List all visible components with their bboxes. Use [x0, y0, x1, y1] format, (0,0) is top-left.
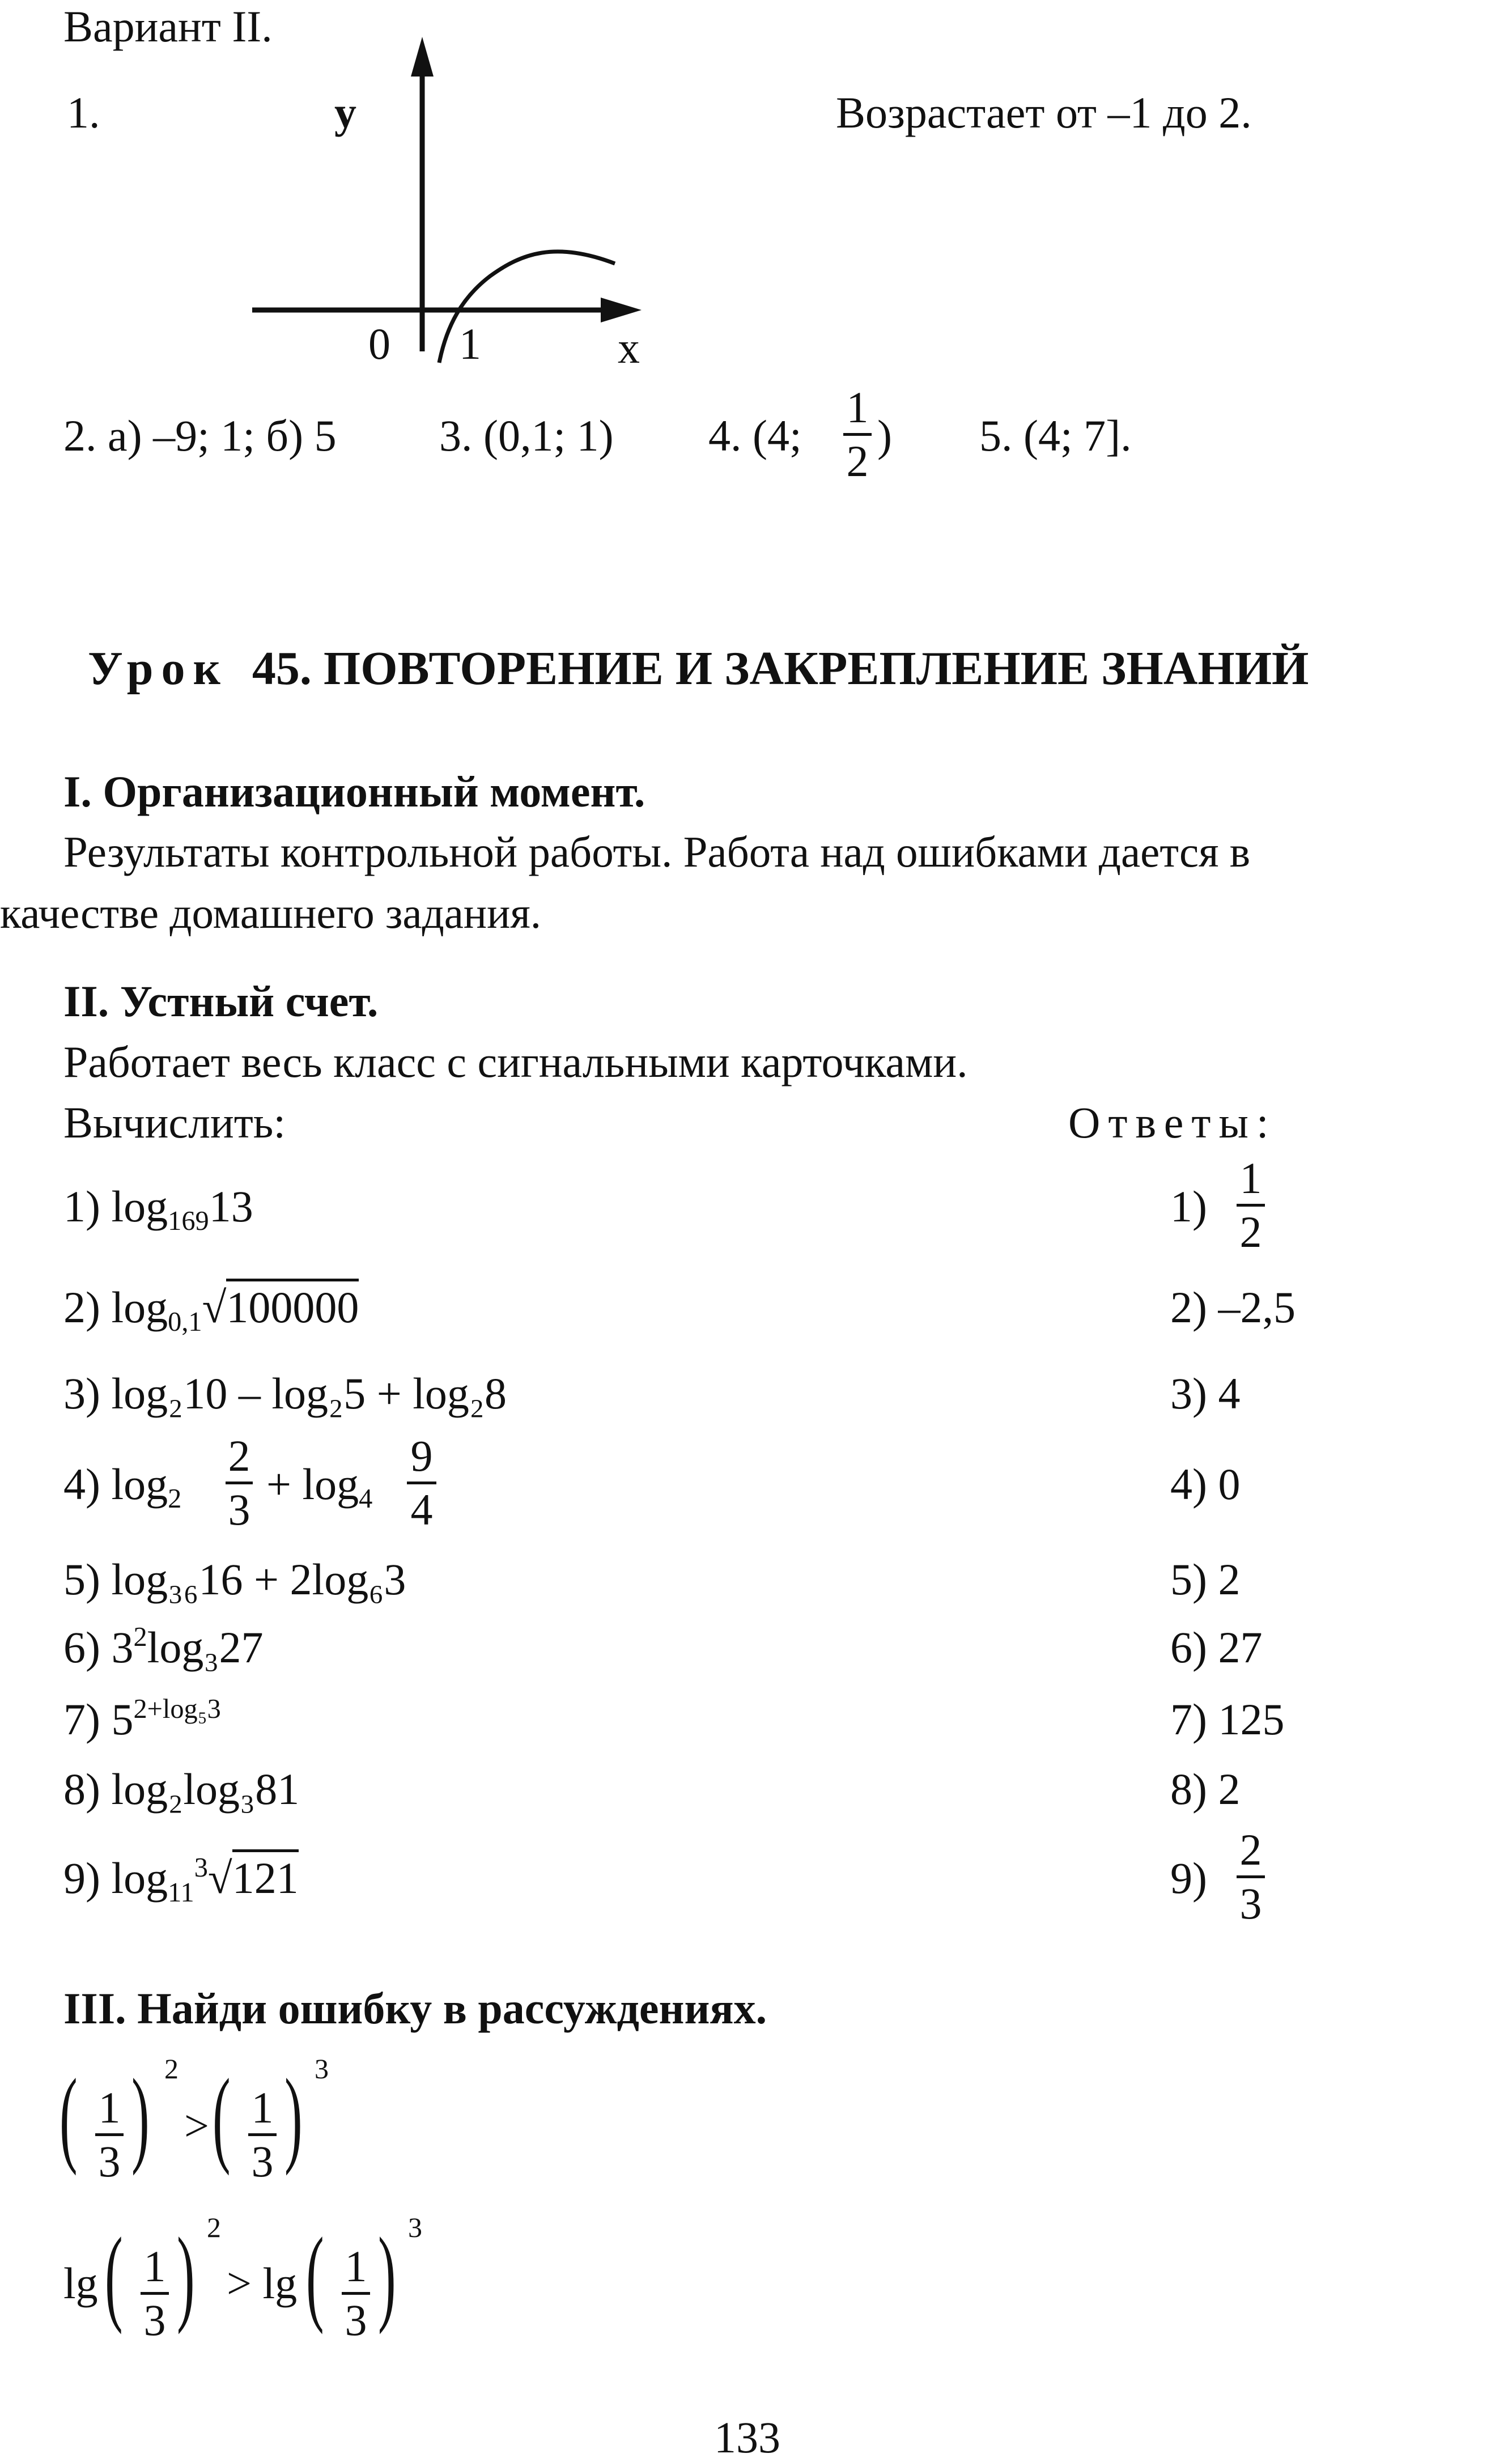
section-1-line-1: Результаты контрольной работы. Работа над ошибками дается в	[63, 827, 1251, 876]
task-9-radicand: 121	[232, 1849, 299, 1903]
item1-number: 1.	[67, 88, 100, 137]
fraction-denominator: 3	[1239, 1879, 1262, 1928]
answer-6: 6) 27	[1170, 1623, 1263, 1672]
task-9	[63, 1852, 299, 1908]
answer-3: 3. (0,1; 1)	[439, 411, 614, 460]
paren-left: (	[60, 2057, 78, 2176]
lesson-heading	[88, 642, 1309, 695]
task-1-base: 169	[168, 1206, 209, 1237]
lesson-prefix: Урок	[88, 642, 228, 695]
sqrt-sign: √	[202, 1283, 227, 1332]
task-1-log: 1) log	[63, 1182, 168, 1231]
fraction-numerator: 1	[846, 383, 869, 432]
fraction-bar	[1237, 1875, 1265, 1878]
fraction-numerator: 9	[410, 1431, 433, 1480]
fraction-bar	[407, 1482, 436, 1484]
answer-2: 2) –2,5	[1170, 1283, 1296, 1332]
task-4-fraction-1	[226, 1431, 253, 1534]
task-9-log: 9) log	[63, 1853, 168, 1903]
origin-label: 0	[368, 319, 390, 368]
fraction-numerator: 1	[98, 2083, 121, 2132]
task-7	[63, 1693, 221, 1744]
ineq-1-fraction-1	[95, 2083, 124, 2186]
answer-9-prefix: 9)	[1170, 1853, 1207, 1903]
task-7-base: 7) 5	[63, 1695, 134, 1744]
paren-right: )	[378, 2216, 396, 2335]
variant-title: Вариант II.	[63, 2, 273, 51]
section-1-line-2: качестве домашнего задания.	[0, 889, 542, 937]
task-1	[63, 1182, 253, 1237]
fraction-bar	[141, 2292, 169, 2295]
paren-right: )	[177, 2216, 195, 2335]
fraction-bar	[843, 433, 872, 436]
ineq-1-relation: >	[184, 2101, 209, 2150]
paren-left: (	[306, 2216, 324, 2335]
answer-8: 8) 2	[1170, 1764, 1241, 1814]
fraction-denominator: 4	[410, 1485, 433, 1534]
answer-2: 2. а) –9; 1; б) 5	[63, 411, 337, 460]
answer-3: 3) 4	[1170, 1369, 1241, 1418]
ineq-2-lg: lg	[63, 2259, 98, 2308]
ineq-2-fraction-1	[141, 2242, 169, 2345]
task-5: 5) log₃₆16 + 2log₆3	[63, 1555, 406, 1604]
task-8: 8) log₂log₃81	[63, 1764, 300, 1814]
answer-9-fraction	[1237, 1825, 1265, 1928]
task-4-base-2: 4	[359, 1484, 373, 1514]
section-2-line-1: Работает весь класс с сигнальными карточками.	[63, 1037, 968, 1086]
fraction-numerator: 1	[143, 2242, 166, 2291]
task-2-base: 0,1	[168, 1307, 202, 1338]
ineq-2-fraction-2	[342, 2242, 370, 2345]
fraction-numerator: 1	[1239, 1153, 1262, 1203]
fraction-numerator: 2	[1239, 1825, 1262, 1874]
ineq-2-relation: > lg	[227, 2259, 298, 2308]
task-6-log: log₃27	[147, 1623, 264, 1672]
ineq-1-power-1: 2	[164, 2053, 179, 2085]
task-3: 3) log₂10 – log₂5 + log₂8	[63, 1369, 507, 1418]
task-2-log: 2) log	[63, 1283, 168, 1332]
task-2	[63, 1283, 359, 1338]
answers-label: Ответы:	[1068, 1098, 1277, 1147]
cube-root-sign: √	[207, 1853, 232, 1903]
answer-4-suffix: )	[877, 411, 892, 460]
compute-label: Вычислить:	[63, 1098, 286, 1147]
task-4-plus-log	[266, 1459, 373, 1514]
answer-1-fraction	[1237, 1153, 1265, 1257]
answer-4: 4) 0	[1170, 1459, 1241, 1509]
task-4-plus-log-text: + log	[266, 1459, 359, 1509]
lesson-title: 45. ПОВТОРЕНИЕ И ЗАКРЕПЛЕНИЕ ЗНАНИЙ	[252, 642, 1309, 695]
section-1-heading: I. Организационный момент.	[63, 767, 645, 816]
fraction-denominator: 2	[846, 436, 869, 486]
x-axis-arrow	[601, 298, 642, 322]
page-number: 133	[714, 2413, 780, 2462]
task-4-base-1: 2	[168, 1484, 182, 1514]
answer-4-fraction	[843, 383, 872, 486]
task-4-log-text: 4) log	[63, 1459, 168, 1509]
answer-5: 5) 2	[1170, 1555, 1241, 1604]
fraction-denominator: 3	[345, 2295, 367, 2345]
x-one-label: 1	[459, 319, 481, 368]
function-graph	[238, 31, 657, 383]
fraction-bar	[226, 1482, 253, 1484]
fraction-denominator: 3	[228, 1485, 250, 1534]
task-4-fraction-2	[407, 1431, 436, 1534]
paren-right: )	[284, 2057, 303, 2176]
section-2-heading: II. Устный счет.	[63, 977, 379, 1026]
fraction-bar	[248, 2133, 277, 2136]
fraction-numerator: 1	[251, 2083, 274, 2132]
paren-right: )	[131, 2057, 150, 2176]
fraction-bar	[95, 2133, 124, 2136]
task-1-arg: 13	[209, 1182, 253, 1231]
task-9-base: 11	[168, 1878, 194, 1908]
y-axis-label: y	[334, 88, 356, 137]
fraction-numerator: 1	[345, 2242, 367, 2291]
item1-answer: Возрастает от –1 до 2.	[836, 88, 1252, 137]
task-7-exponent: 2+log₅3	[133, 1693, 221, 1724]
paren-left: (	[213, 2057, 231, 2176]
answer-7: 7) 125	[1170, 1695, 1285, 1744]
ineq-1-power-2: 3	[315, 2053, 329, 2085]
task-6-exponent: 2	[133, 1621, 147, 1652]
task-6-base: 6) 3	[63, 1623, 134, 1672]
fraction-denominator: 3	[143, 2295, 166, 2345]
cube-root-index: 3	[194, 1852, 208, 1883]
answer-4-prefix: 4. (4;	[708, 411, 802, 460]
task-4-log	[63, 1459, 182, 1514]
section-3-heading: III. Найди ошибку в рассуждениях.	[63, 1984, 767, 2033]
x-axis-label: x	[618, 323, 640, 372]
paren-left: (	[105, 2216, 123, 2335]
task-2-radicand: 100000	[226, 1279, 359, 1332]
y-axis-arrow	[411, 37, 434, 77]
fraction-bar	[1237, 1204, 1265, 1207]
fraction-numerator: 2	[228, 1431, 250, 1480]
task-6	[63, 1621, 264, 1672]
ineq-2-power-1: 2	[207, 2211, 221, 2243]
fraction-bar	[342, 2292, 370, 2295]
fraction-denominator: 3	[98, 2137, 121, 2186]
answer-1-prefix: 1)	[1170, 1182, 1207, 1231]
answer-5: 5. (4; 7].	[979, 411, 1132, 460]
fraction-denominator: 3	[251, 2137, 274, 2186]
ineq-2-power-2: 3	[408, 2211, 422, 2243]
fraction-denominator: 2	[1239, 1207, 1262, 1257]
ineq-1-fraction-2	[248, 2083, 277, 2186]
